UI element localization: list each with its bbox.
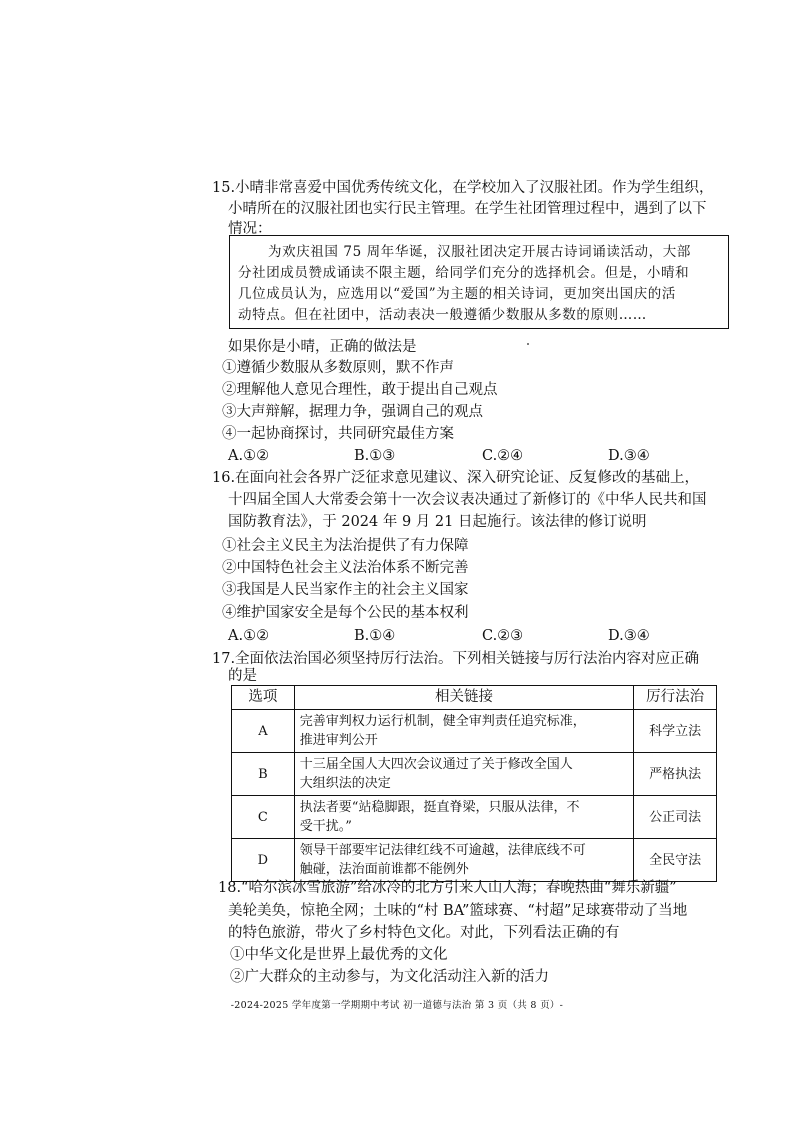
q15-prompt: 如果你是小晴，正确的做法是	[228, 339, 417, 355]
row-link-line: 十三届全国人大四次会议通过了关于修改全国人	[299, 757, 573, 772]
q16-item-2: ②中国特色社会主义法治体系不断完善	[222, 560, 469, 576]
q15-item-4: ④一起协商探讨，共同研究最佳方案	[222, 426, 454, 442]
q15-box-line-3: 几位成员认为，应选用以“爱国”为主题的相关诗词，更加突出国庆的活	[238, 286, 677, 302]
row-link-line: 推进审判公开	[299, 733, 378, 748]
q16-stem-line-3: 国防教育法》，于 2024 年 9 月 21 日起施行。该法律的修订说明	[228, 514, 647, 530]
row-link	[294, 710, 633, 753]
q17-stem-line-2: 的是	[228, 668, 257, 684]
q15-item-3: ③大声辩解，据理力争，强调自己的观点	[222, 404, 483, 420]
table-row	[232, 710, 717, 753]
q15-item-2: ②理解他人意见合理性，敢于提出自己观点	[222, 382, 498, 398]
row-link-line: 触碰，法治面前谁都不能例外	[299, 862, 469, 877]
q16-stem-line-1: 16.在面向社会各界广泛征求意见建议、深入研究论证、反复修改的基础上，	[212, 470, 700, 486]
q17-stem-line-1: 17.全面依法治国必须坚持厉行法治。下列相关链接与厉行法治内容对应正确	[212, 651, 700, 667]
q16-item-3: ③我国是人民当家作主的社会主义国家	[222, 582, 469, 598]
q16-option-c[interactable]: C.②③	[482, 628, 524, 644]
q17-table	[231, 685, 717, 882]
row-link-line: 领导干部要牢记法律红线不可逾越，法律底线不可	[299, 843, 586, 858]
row-link	[294, 839, 633, 882]
row-option: A	[232, 710, 295, 753]
q15-option-b[interactable]: B.①③	[354, 448, 396, 464]
q15-scenario-box	[229, 235, 729, 329]
q15-box-line-4: 动特点。但在社团中，活动表决一般遵循少数服从多数的原则……	[238, 307, 647, 323]
q15-option-c[interactable]: C.②④	[482, 448, 524, 464]
row-rule: 全民守法	[634, 839, 717, 882]
q18-item-2: ②广大群众的主动参与，为文化活动注入新的活力	[230, 969, 549, 985]
q16-option-a[interactable]: A.①②	[228, 628, 270, 644]
row-link-line: 完善审判权力运行机制，健全审判责任追究标准，	[299, 714, 586, 729]
row-rule: 科学立法	[634, 710, 717, 753]
row-option: D	[232, 839, 295, 882]
row-rule: 严格执法	[634, 753, 717, 796]
q18-stem-line-2: 美轮美奂，惊艳全网；土味的“村 BA”篮球赛、“村超”足球赛带动了当地	[228, 903, 688, 919]
q16-stem-line-2: 十四届全国人大常委会第十一次会议表决通过了新修订的《中华人民共和国	[228, 492, 707, 508]
row-link	[294, 796, 633, 839]
table-row	[232, 839, 717, 882]
q18-stem-line-3: 的特色旅游，带火了乡村特色文化。对此，下列看法正确的有	[228, 925, 620, 941]
q15-box-line-1: 为欢庆祖国 75 周年华诞，汉服社团决定开展古诗词诵读活动，大部	[268, 244, 691, 260]
q15-stem-line-3: 情况：	[228, 221, 272, 237]
header-rule-of-law: 厉行法治	[634, 686, 717, 710]
table-row	[232, 753, 717, 796]
q16-item-1: ①社会主义民主为法治提供了有力保障	[222, 538, 469, 554]
row-option: B	[232, 753, 295, 796]
q15-stem-line-2: 小晴所在的汉服社团也实行民主管理。在学生社团管理过程中，遇到了以下	[228, 201, 707, 217]
q16-option-b[interactable]: B.①④	[354, 628, 396, 644]
row-link	[294, 753, 633, 796]
header-option: 选项	[232, 686, 295, 710]
row-link-line: 受干扰。”	[299, 819, 352, 834]
q15-option-a[interactable]: A.①②	[228, 448, 270, 464]
q18-stem-line-1: 18.“哈尔滨冰雪旅游”给冰冷的北方引来人山人海；春晚热曲“舞乐新疆”	[218, 880, 677, 896]
q15-box-line-2: 分社团成员赞成诵读不限主题，给同学们充分的选择机会。但是，小晴和	[238, 265, 690, 281]
table-header-row	[232, 686, 717, 710]
table-row	[232, 796, 717, 839]
row-link-line: 执法者要“站稳脚跟，挺直脊梁，只服从法律，不	[299, 800, 580, 815]
page-footer: -2024-2025 学年度第一学期期中考试 初一道德与法治 第 3 页（共 8 页）-	[230, 1000, 564, 1011]
q18-item-1: ①中华文化是世界上最优秀的文化	[230, 947, 448, 963]
row-option: C	[232, 796, 295, 839]
q16-option-d[interactable]: D.③④	[608, 628, 650, 644]
q15-stem-line-1: 15.小晴非常喜爱中国优秀传统文化，在学校加入了汉服社团。作为学生组织，	[212, 180, 714, 196]
header-link: 相关链接	[294, 686, 633, 710]
q15-item-1: ①遵循少数服从多数原则，默不作声	[222, 360, 454, 376]
q16-item-4: ④维护国家安全是每个公民的基本权利	[222, 605, 469, 621]
speck	[527, 343, 529, 345]
row-link-line: 大组织法的决定	[299, 776, 391, 791]
row-rule: 公正司法	[634, 796, 717, 839]
q15-option-d[interactable]: D.③④	[608, 448, 650, 464]
